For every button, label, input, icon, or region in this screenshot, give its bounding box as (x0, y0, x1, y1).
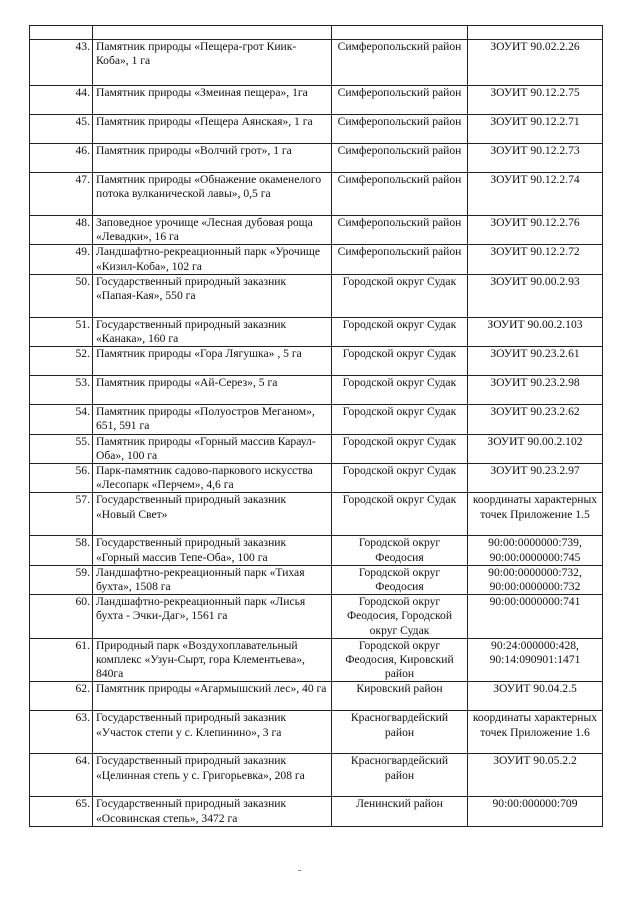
location: Симферопольский район (332, 173, 468, 216)
zone-code: ЗОУИТ 90.12.2.75 (468, 86, 603, 115)
object-name: Государственный природный заказник «Папая-Кая», 550 га (93, 274, 332, 317)
object-name: Парк-памятник садово-паркового искусства «Лесопарк «Перчем», 4,6 га (93, 464, 332, 493)
object-name: Памятник природы «Пещера-грот Киик-Коба», 1 га (93, 40, 332, 86)
row-number: 61. (30, 638, 93, 682)
table-top-row (30, 26, 603, 40)
location: Симферопольский район (332, 144, 468, 173)
row-number: 55. (30, 434, 93, 463)
zone-code: ЗОУИТ 90.04.2.5 (468, 682, 603, 711)
table-row (30, 376, 603, 405)
object-name: Государственный природный заказник «Участок степи у с. Клепинино», 3 га (93, 711, 332, 754)
zone-code: ЗОУИТ 90.23.2.62 (468, 405, 603, 434)
zone-code: ЗОУИТ 90.23.2.61 (468, 347, 603, 376)
table-row (30, 86, 603, 115)
location: Красногвардейский район (332, 754, 468, 797)
zone-code: 90:00:0000000:739, 90:00:0000000:745 (468, 536, 603, 565)
zone-code: 90:00:000000:709 (468, 797, 603, 826)
row-number: 64. (30, 754, 93, 797)
row-number: 52. (30, 347, 93, 376)
row-number: 57. (30, 493, 93, 536)
table-row (30, 144, 603, 173)
object-name: Природный парк «Воздухоплавательный комплекс «Узун-Сырт, гора Клементьева», 840га (93, 638, 332, 682)
location: Городской округ Феодосия, Кировский район (332, 638, 468, 682)
row-number: 63. (30, 711, 93, 754)
zone-code: координаты характерных точек Приложение 1.6 (468, 711, 603, 754)
row-number: 58. (30, 536, 93, 565)
location: Городской округ Судак (332, 434, 468, 463)
zone-code: ЗОУИТ 90.12.2.74 (468, 173, 603, 216)
table-cell (93, 26, 332, 40)
row-number: 54. (30, 405, 93, 434)
location: Симферопольский район (332, 40, 468, 86)
location: Симферопольский район (332, 216, 468, 245)
row-number: 50. (30, 274, 93, 317)
object-name: Государственный природный заказник «Осовинская степь», 3472 га (93, 797, 332, 826)
row-number: 49. (30, 245, 93, 274)
zone-code: 90:24:000000:428, 90:14:090901:1471 (468, 638, 603, 682)
zone-code: координаты характерных точек Приложение 1.5 (468, 493, 603, 536)
row-number: 48. (30, 216, 93, 245)
object-name: Памятник природы «Полуостров Меганом», 651, 591 га (93, 405, 332, 434)
row-number: 45. (30, 115, 93, 144)
table-row (30, 565, 603, 594)
table-row (30, 797, 603, 826)
object-name: Памятник природы «Гора Лягушка» , 5 га (93, 347, 332, 376)
table-row (30, 754, 603, 797)
table-row (30, 216, 603, 245)
location: Городской округ Судак (332, 317, 468, 346)
zone-code: 90:00:0000000:741 (468, 595, 603, 639)
location: Городской округ Феодосия, Городской округ Судак (332, 595, 468, 639)
protected-areas-table (29, 25, 603, 827)
object-name: Памятник природы «Пещера Аянская», 1 га (93, 115, 332, 144)
table-row (30, 317, 603, 346)
table-row (30, 464, 603, 493)
object-name: Памятник природы «Горный массив Караул-Оба», 100 га (93, 434, 332, 463)
location: Городской округ Судак (332, 274, 468, 317)
location: Городской округ Судак (332, 493, 468, 536)
table-cell (30, 26, 93, 40)
zone-code: 90:00:0000000:732, 90:00:0000000:732 (468, 565, 603, 594)
location: Городской округ Судак (332, 376, 468, 405)
object-name: Ландшафтно-рекреационный парк «Урочище «Кизил-Коба», 102 га (93, 245, 332, 274)
object-name: Государственный природный заказник «Канака», 160 га (93, 317, 332, 346)
table-row (30, 493, 603, 536)
zone-code: ЗОУИТ 90.23.2.98 (468, 376, 603, 405)
table-row (30, 347, 603, 376)
table-row (30, 595, 603, 639)
object-name: Государственный природный заказник «Целинная степь у с. Григорьевка», 208 га (93, 754, 332, 797)
zone-code: ЗОУИТ 90.00.2.102 (468, 434, 603, 463)
location: Симферопольский район (332, 245, 468, 274)
object-name: Заповедное урочище «Лесная дубовая роща «Левадки», 16 га (93, 216, 332, 245)
location: Ленинский район (332, 797, 468, 826)
row-number: 44. (30, 86, 93, 115)
table-row (30, 536, 603, 565)
page-mark (298, 870, 301, 871)
location: Красногвардейский район (332, 711, 468, 754)
object-name: Государственный природный заказник «Горный массив Тепе-Оба», 100 га (93, 536, 332, 565)
table-row (30, 405, 603, 434)
row-number: 53. (30, 376, 93, 405)
zone-code: ЗОУИТ 90.23.2.97 (468, 464, 603, 493)
zone-code: ЗОУИТ 90.00.2.103 (468, 317, 603, 346)
table-row (30, 274, 603, 317)
location: Городской округ Судак (332, 405, 468, 434)
row-number: 56. (30, 464, 93, 493)
row-number: 47. (30, 173, 93, 216)
table-row (30, 245, 603, 274)
zone-code: ЗОУИТ 90.12.2.72 (468, 245, 603, 274)
table-row (30, 115, 603, 144)
location: Городской округ Судак (332, 464, 468, 493)
object-name: Памятник природы «Обнажение окаменелого потока вулканической лавы», 0,5 га (93, 173, 332, 216)
table-row (30, 434, 603, 463)
zone-code: ЗОУИТ 90.12.2.71 (468, 115, 603, 144)
row-number: 51. (30, 317, 93, 346)
location: Городской округ Феодосия (332, 565, 468, 594)
table-cell (332, 26, 468, 40)
row-number: 65. (30, 797, 93, 826)
table-cell (468, 26, 603, 40)
table-row (30, 173, 603, 216)
zone-code: ЗОУИТ 90.02.2.26 (468, 40, 603, 86)
object-name: Памятник природы «Ай-Серез», 5 га (93, 376, 332, 405)
zone-code: ЗОУИТ 90.12.2.76 (468, 216, 603, 245)
location: Городской округ Феодосия (332, 536, 468, 565)
object-name: Ландшафтно-рекреационный парк «Лисья бухта - Эчки-Даг», 1561 га (93, 595, 332, 639)
object-name: Памятник природы «Волчий грот», 1 га (93, 144, 332, 173)
row-number: 43. (30, 40, 93, 86)
object-name: Памятник природы «Змеиная пещера», 1га (93, 86, 332, 115)
table-row (30, 40, 603, 86)
table-row (30, 711, 603, 754)
object-name: Ландшафтно-рекреационный парк «Тихая бухта», 1508 га (93, 565, 332, 594)
row-number: 62. (30, 682, 93, 711)
object-name: Государственный природный заказник «Новый Свет» (93, 493, 332, 536)
table-row (30, 682, 603, 711)
location: Кировский район (332, 682, 468, 711)
zone-code: ЗОУИТ 90.00.2.93 (468, 274, 603, 317)
zone-code: ЗОУИТ 90.05.2.2 (468, 754, 603, 797)
row-number: 60. (30, 595, 93, 639)
row-number: 46. (30, 144, 93, 173)
row-number: 59. (30, 565, 93, 594)
zone-code: ЗОУИТ 90.12.2.73 (468, 144, 603, 173)
table-row (30, 638, 603, 682)
location: Симферопольский район (332, 115, 468, 144)
object-name: Памятник природы «Агармышский лес», 40 га (93, 682, 332, 711)
document-page (29, 25, 602, 827)
location: Симферопольский район (332, 86, 468, 115)
location: Городской округ Судак (332, 347, 468, 376)
